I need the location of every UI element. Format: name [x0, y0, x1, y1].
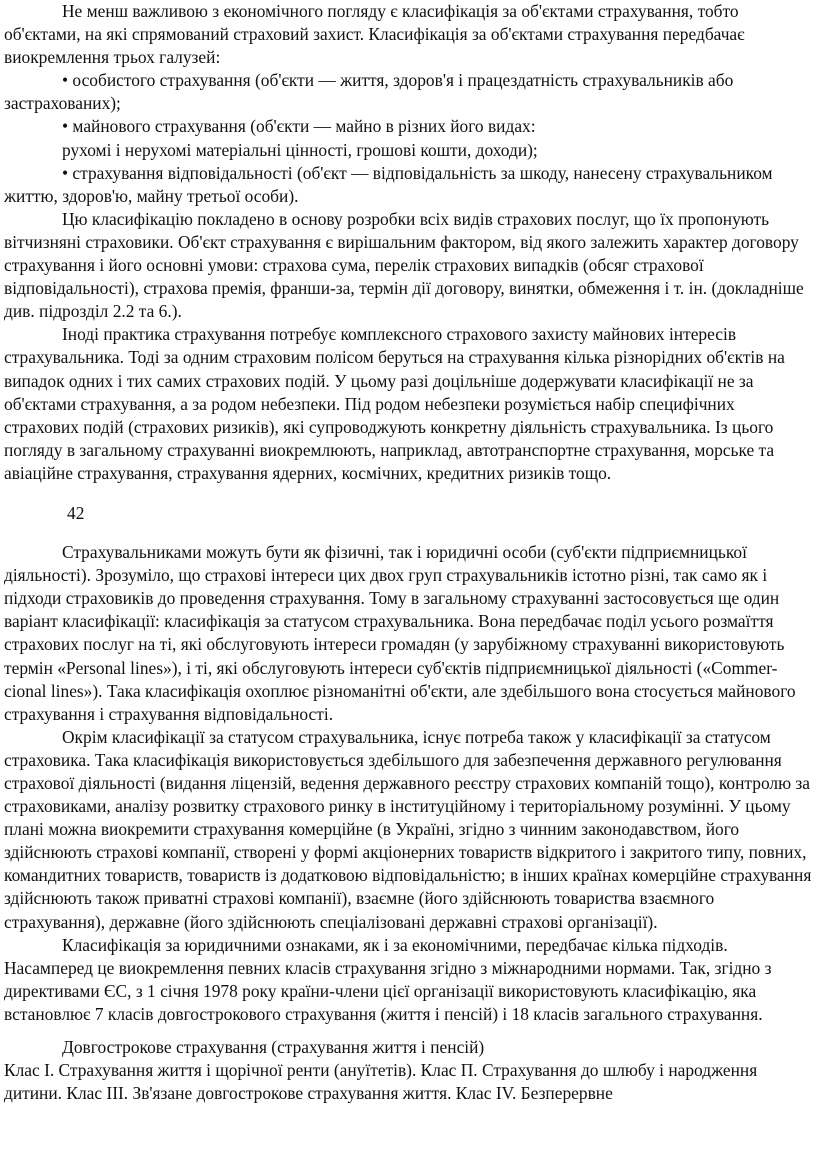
- bullet-personal-insurance: • особистого страхування (об'єкти — життя, здоров'я і працездатність страхувальників або застрахованих);: [4, 70, 734, 114]
- bullet-property-insurance: • майнового страхування (об'єкти — майно в різних його видах:: [62, 116, 536, 137]
- document-page: [4, 0, 812, 1105]
- page-number: 42: [67, 502, 85, 523]
- paragraph-classification-intro: Не менш важливою з економічного погляду є класифікація за об'єктами страхування, тобто об'єктами, на які спрямований страховий захист. Класифікація за об'єктами страхування передбачає виокремлення трьох галузей:: [4, 1, 745, 68]
- paragraph-insurer-status: Окрім класифікації за статусом страхувальника, існує потреба також у класифікації за статусом страховика. Така класифікація використовується здебільшого для забезпечення державного регулювання страхової діяльності (видання ліцензій, ведення державного реєстру страхових компаній тощо), контролю за страховиками, аналізу розвитку страхового ринку в інституційному і територіальному розумінні. У цьому плані можна виокремити страхування комерційне (в Україні, згідно з чинним законодавством, його здійснюють страхові компанії, створені у формі акціонерних товариств відкритого і закритого типу, повних, командитних товариств, товариств із додатковою відповідальністю; в інших країнах комерційне страхування здійснюють також приватні страхові компанії), взаємне (його здійснюють товариства взаємного страхування), державне (його здійснюють спеціалізовані державні страхові організації).: [4, 726, 812, 932]
- paragraph-policyholder-status: Страхувальниками можуть бути як фізичні, так і юридичні особи (суб'єкти підприємницької діяльності). Зрозуміло, що страхові інтереси цих двох груп страхувальників істотно різні, так само як і підходи страховиків до проведення страхування. Тому в загальному страхуванні застосовується ще один варіант класифікації: класифікація за статусом страхувальника. Вона передбачає поділ усього розмаїття страхових послуг на ті, які обслуговують інтереси громадян (у зарубіжному страхуванні використовують термін «Personal lines»), і ті, які обслуговують інтереси суб'єктів підприємницької діяльності («Commer-cional lines»). Така класифікація охоплює різноманітні об'єкти, але здебільшого вона стосується майнового страхування і страхування відповідальності.: [4, 542, 796, 724]
- section-heading-long-term: Довгострокове страхування (страхування життя і пенсій): [62, 1037, 485, 1058]
- paragraph-peril-classification: Іноді практика страхування потребує комплексного страхового захисту майнових інтересів страхувальника. Тоді за одним страховим полісом беруться на страхування кілька різнорідних об'єктів на випадок одних і тих самих страхових подій. У цьому разі доцільніше додержувати класифікації не за об'єктами страхування, а за родом небезпеки. Під родом небезпеки розуміється набір специфічних страхових подій (страхових ризиків), які супроводжують конкретну діяльність страхувальника. Із цього погляду в загальному страхуванні виокремлюють, наприклад, автотранспортне страхування, морське та авіаційне страхування, страхування ядерних, космічних, кредитних ризиків тощо.: [4, 324, 785, 483]
- bullet-liability-insurance: • страхування відповідальності (об'єкт — відповідальність за шкоду, нанесену страхувальником життю, здоров'ю, майну третьої особи).: [4, 162, 773, 206]
- paragraph-legal-classification: Класифікація за юридичними ознаками, як і за економічними, передбачає кілька підходів. Насамперед це виокремлення певних класів страхування згідно з міжнародними нормами. Так, згідно з директивами ЄС, з 1 січня 1978 року країни-члени цієї організації використовують класифікацію, яка встановлює 7 класів довгострокового страхування (життя і пенсій) і 18 класів загального страхування.: [4, 934, 772, 1024]
- paragraph-classification-basis: Цю класифікацію покладено в основу розробки всіх видів страхових послуг, що їх пропонують вітчизняні страховики. Об'єкт страхування є вирішальним фактором, від якого залежить характер договору страхування і його основні умови: страхова сума, перелік страхових випадків (обсяг страхової відповідальності), страхова премія, франши-за, термін дії договору, винятки, обмеження і т. ін. (докладніше див. підрозділ 2.2 та 6.).: [4, 208, 804, 322]
- bullet-property-insurance-continuation: рухомі і нерухомі матеріальні цінності, грошові кошти, доходи);: [62, 139, 538, 160]
- paragraph-classes-list: Клас І. Страхування життя і щорічної ренти (ануїтетів). Клас П. Страхування до шлюбу і народження дитини. Клас III. Зв'язане довгострокове страхування життя. Клас IV. Безперервне: [4, 1060, 758, 1104]
